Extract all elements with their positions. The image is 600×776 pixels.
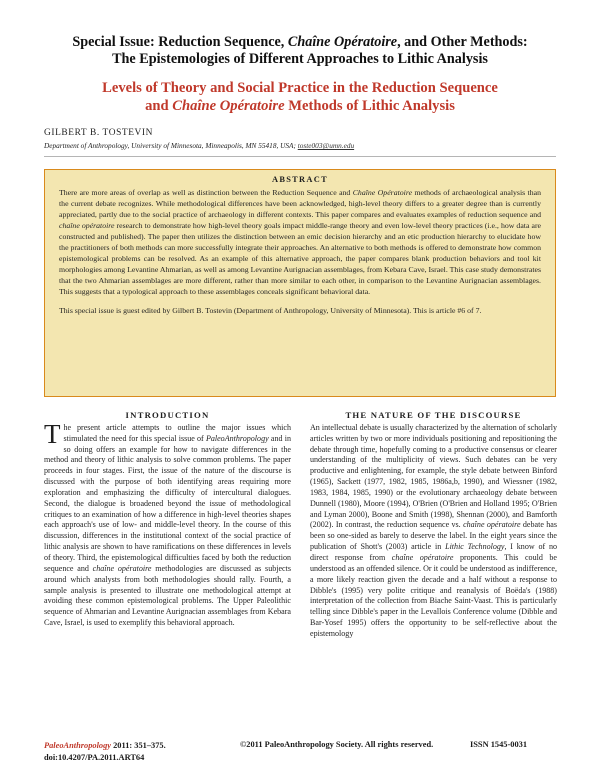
guest-editor-note: This special issue is guest edited by Gilbert B. Tostevin (Department of Anthropology, University of Minnesota). This is article #6 of 7.: [59, 306, 482, 316]
introduction-heading: INTRODUCTION: [125, 410, 210, 420]
article-title-line-2: and Chaîne Opératoire Methods of Lithic Analysis: [145, 98, 455, 114]
abstract-box: [44, 169, 556, 397]
discourse-heading: THE NATURE OF THE DISCOURSE: [345, 410, 522, 420]
author-affiliation: Department of Anthropology, University of Minnesota, Minneapolis, MN 55418, USA; toste003@umn.edu: [44, 141, 355, 150]
author-name: GILBERT B. TOSTEVIN: [44, 128, 154, 138]
discourse-section: [310, 410, 557, 640]
volume-pages: 2011: 351–375.: [111, 741, 166, 750]
article-title: [40, 79, 560, 115]
author-email-link[interactable]: toste003@umn.edu: [297, 141, 355, 150]
special-issue-heading: [40, 34, 560, 68]
article-title-line-1: Levels of Theory and Social Practice in the Reduction Sequence: [102, 80, 498, 96]
footer-citation: [44, 740, 166, 764]
introduction-text: The present article attempts to outline the major issues which stimulated the need for this special issue of PaleoAnthropology and in so doing offers an example for how to navigate differences in the method and theory of lithic analysis to solve common problems. The paper proceeds in four stages. First, the issue of the nature of the discourse is discussed with the purpose of both identifying areas requiring more exploration and emphasizing the difficulty of intercultural dialogues. Second, the dialogue is broadened beyond the issue of methodological critiques to an examination of how a difference in high-level theories shapes each approach's use of low- and middle-level theory. In the course of this discussion, differences in the institutional context of the social practice of lithic analysis are shown to have ramifications on these differences in levels of theory. Third, the epistemological difficulties faced by both the reduction sequence and chaîne opératoire methodologies are discussed as subjects around which analysts from both methodologies should rally. Fourth, a sample analysis is presented to illustrate one methodological attempt at avoiding these common epistemological problems. The Upper Paleolithic sequence of Ahmarian and Levantine Aurignacian assemblages from Kebara Cave, Israel, is used to exemplify this behavioral approach.: [44, 418, 291, 628]
special-issue-line-1: Special Issue: Reduction Sequence, Chaîne Opératoire, and Other Methods:: [72, 34, 528, 50]
journal-name: PaleoAnthropology: [44, 741, 112, 750]
issn: ISSN 1545-0031: [470, 740, 528, 749]
header-divider: [44, 156, 556, 157]
introduction-section: [44, 410, 291, 629]
doi: doi:10.4207/PA.2011.ART64: [44, 753, 145, 762]
copyright-notice: ©2011 PaleoAnthropology Society. All rights reserved.: [240, 740, 434, 749]
special-issue-line-2: The Epistemologies of Different Approaches to Lithic Analysis: [112, 51, 488, 67]
abstract-heading: ABSTRACT: [271, 175, 328, 184]
discourse-text: An intellectual debate is usually characterized by the alternation of scholarly articles written by two or more individuals positioning and repositioning the debate through time, hopefully coming to a productive consensus or clearer understanding of the multiplicity of views. Such debates can be very productive and enlightening, for example, the style debate between Binford (1965), Sackett (1977, 1982, 1985, 1986a,b, 1990), and Wiessner (1982, 1983, 1984, 1985, 1990) or the evolutionary archaeology debate between Dunnell (1980), Moore (1994), O'Brien (O'Brien and Holland 1995; O'Brien and Lyman 2000), Boone and Smith (1998), Shennan (2000), and Bamforth (2002). In contrast, the reduction sequence vs. chaîne opératoire debate has been so one-sided as barely to deserve the label. In the eight years since the publication of Shott's (2003) article in Lithic Technology, I know of no direct response from chaîne opératoire proponents. This could be understood as an offended silence. Or it could be understood as indifference, a more likely reaction given the decade and a half without a response to Dibble's (1995) very polite critique and reanalysis of Boëda's (1988) interpretation of the collection from Biache Saint-Vaast. This is particularly telling since Dibble's paper in the Levallois Conference volume (Dibble and Bar-Yosef 1995) offers the opportunity to be self-reflective about the epistemology: [310, 422, 558, 638]
abstract-text: There are more areas of overlap as well as distinction between the Reduction Sequence and Chaîne Opératoire methods of archaeological analysis than the current debate recognizes. While methodological differences have been acknowledged, high-level theory differs to a greater degree than is currently appreciated, partly due to the social practice of archaeology in different contexts. This paper compares and evaluates examples of reduction sequence and chaîne opératoire research to demonstrate how high-level theory goals impact middle-range theory and even low-level theory practices (i.e., how data are constructed and published). The paper then utilizes the distinction between an emic decision hierarchy and an etic production hierarchy to elucidate how the practitioners of both methods can more successfully integrate their approaches. An alternative to both methods is offered to demonstrate how common epistemological problems can be resolved. As an example of this alternative approach, the paper compares blank production behaviors and tool kit morphologies among Levantine Ahmarian, as well as among Levantine Aurignacian assemblages, from Kebara Cave, Israel. This case study demonstrates that the two Ahmarian assemblages are more different, rather than more similar to each other, in comparison to the Levantine Aurignacian assemblages. This suggests that a typological approach to these assemblages conceals significant behavioral data.: [59, 187, 541, 296]
drop-cap: T: [44, 418, 61, 449]
